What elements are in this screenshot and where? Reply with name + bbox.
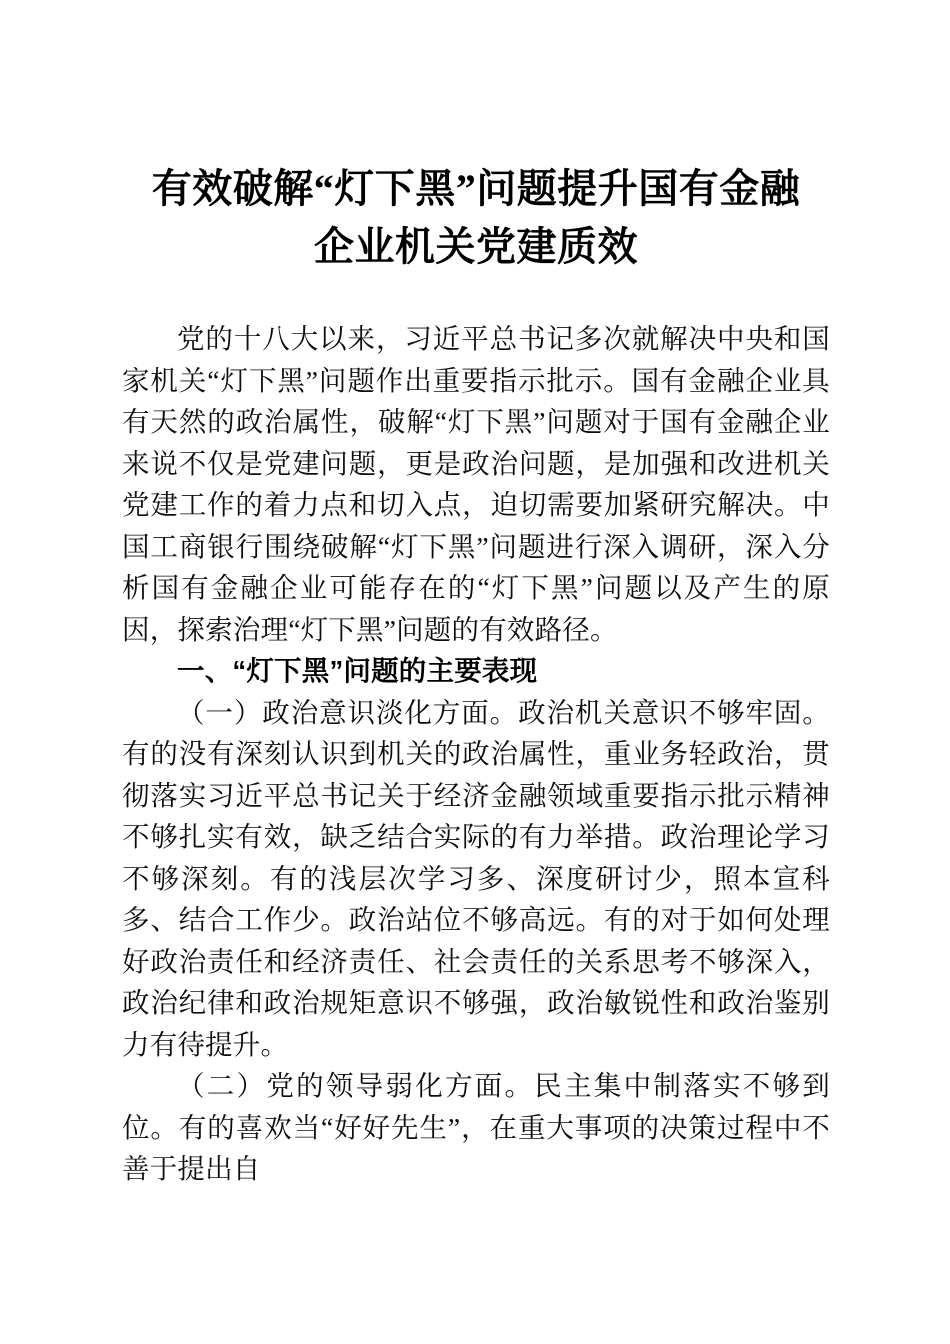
document-body <box>122 318 830 1190</box>
document-title-line-1: 有效破解“灯下黑”问题提升国有金融 <box>151 166 801 211</box>
paragraph-sub-1: （一）政治意识淡化方面。政治机关意识不够牢固。有的没有深刻认识到机关的政治属性，重业务轻政治，贯彻落实习近平总书记关于经济金融领域重要指示批示精神不够扎实有效，缺乏结合实际的有力举措。政治理论学习不够深刻。有的浅层次学习多、深度研讨少，照本宣科多、结合工作少。政治站位不够高远。有的对于如何处理好政治责任和经济责任、社会责任的关系思考不够深入，政治纪律和政治规矩意识不够强，政治敏锐性和政治鉴别力有待提升。 <box>122 696 830 1060</box>
section-heading-1: 一、“灯下黑”问题的主要表现 <box>177 655 538 686</box>
document-title <box>122 160 830 276</box>
paragraph-intro: 党的十八大以来，习近平总书记多次就解决中央和国家机关“灯下黑”问题作出重要指示批示。国有金融企业具有天然的政治属性，破解“灯下黑”问题对于国有金融企业来说不仅是党建问题，更是政治问题，是加强和改进机关党建工作的着力点和切入点，迫切需要加紧研究解决。中国工商银行围绕破解“灯下黑”问题进行深入调研，深入分析国有金融企业可能存在的“灯下黑”问题以及产生的原因，探索治理“灯下黑”问题的有效路径。 <box>122 323 830 645</box>
document-title-line-2: 企业机关党建质效 <box>314 224 638 269</box>
paragraph-sub-2: （二）党的领导弱化方面。民主集中制落实不够到位。有的喜欢当“好好先生”，在重大事项的决策过程中不善于提出自 <box>122 1070 830 1184</box>
